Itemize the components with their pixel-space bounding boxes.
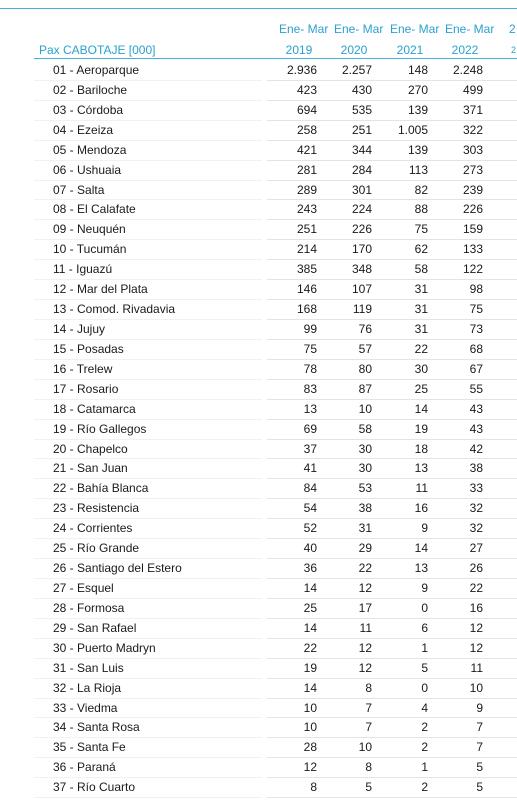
cell-value: 38 <box>358 501 372 516</box>
cell-value: 25 <box>303 600 317 615</box>
col-header-year: 2022 <box>451 43 479 57</box>
table-row <box>0 121 517 141</box>
table-row <box>0 181 517 201</box>
table-row <box>0 738 517 758</box>
cell-value: 42 <box>469 441 483 456</box>
cell-value: 168 <box>296 302 317 317</box>
cell-value: 43 <box>469 401 483 416</box>
cell-value: 133 <box>462 242 483 257</box>
airport-name: 10 - Tucumán <box>53 242 127 257</box>
cell-value: 13 <box>303 401 317 416</box>
cell-value: 19 <box>414 421 428 436</box>
table-row <box>0 519 517 539</box>
header-rule <box>34 58 517 59</box>
cell-value: 224 <box>351 202 372 217</box>
table-row <box>0 579 517 599</box>
cell-value: 371 <box>462 102 483 117</box>
airport-name: 14 - Jujuy <box>53 321 106 336</box>
cell-value: 12 <box>358 660 372 675</box>
table-row <box>0 778 517 798</box>
cell-value: 2.936 <box>286 63 317 77</box>
airport-name: 34 - Santa Rosa <box>53 720 140 735</box>
cell-value: 251 <box>351 122 372 137</box>
table-row <box>0 718 517 738</box>
airport-name: 26 - Santiago del Estero <box>53 561 182 576</box>
cell-value: 119 <box>352 302 372 317</box>
airport-name: 05 - Mendoza <box>53 142 127 157</box>
col-header-period: Ene- Mar <box>279 22 329 36</box>
cell-value: 78 <box>303 361 317 376</box>
cell-value: 139 <box>407 102 428 117</box>
cell-value: 270 <box>407 82 428 97</box>
cell-value: 12 <box>469 620 483 635</box>
cell-value: 58 <box>414 262 428 277</box>
cell-value: 12 <box>469 640 483 655</box>
table-row <box>0 141 517 161</box>
cell-value: 303 <box>462 142 483 157</box>
airport-name: 23 - Resistencia <box>53 501 140 516</box>
cell-value: 28 <box>303 740 317 755</box>
cell-value: 57 <box>358 341 372 356</box>
table-row <box>0 499 517 519</box>
cell-value: 139 <box>407 142 428 157</box>
cell-value: 87 <box>358 381 372 396</box>
cell-value: 82 <box>414 182 428 197</box>
cell-value: 31 <box>414 282 428 297</box>
cell-value: 17 <box>358 600 372 615</box>
cell-value: 83 <box>303 381 317 396</box>
table-row <box>0 758 517 778</box>
cell-value: 43 <box>469 421 483 436</box>
airport-name: 33 - Viedma <box>53 700 118 715</box>
airport-name: 36 - Paraná <box>53 760 116 775</box>
cell-value: 32 <box>469 521 483 536</box>
cell-value: 80 <box>358 361 372 376</box>
table-row <box>0 679 517 699</box>
cell-value: 75 <box>414 222 428 237</box>
airport-name: 03 - Córdoba <box>53 102 124 117</box>
cell-value: 281 <box>296 162 317 177</box>
airport-name: 25 - Río Grande <box>53 541 140 556</box>
table-row <box>0 300 517 320</box>
cell-value: 0 <box>421 680 428 695</box>
cell-value: 7 <box>365 720 372 735</box>
airport-name: 27 - Esquel <box>53 580 114 595</box>
cell-value: 11 <box>359 620 372 635</box>
cell-value: 37 <box>303 441 317 456</box>
cell-value: 5 <box>476 780 483 795</box>
table-row <box>0 220 517 240</box>
cell-value: 27 <box>469 541 483 556</box>
cell-value: 16 <box>469 600 483 615</box>
cell-value: 535 <box>351 102 372 117</box>
table-row <box>0 61 517 81</box>
cell-value: 55 <box>469 381 483 396</box>
cell-value: 8 <box>365 760 372 775</box>
cell-value: 58 <box>358 421 372 436</box>
cell-value: 31 <box>414 321 428 336</box>
table-row <box>0 559 517 579</box>
cell-value: 421 <box>296 142 317 157</box>
cell-value: 99 <box>303 321 317 336</box>
cell-value: 348 <box>351 262 372 277</box>
cell-value: 4 <box>421 700 428 715</box>
airport-name: 12 - Mar del Plata <box>53 282 148 297</box>
airport-name: 31 - San Luis <box>53 660 124 675</box>
col-header-year: 2020 <box>340 43 368 57</box>
cell-value: 0 <box>421 600 428 615</box>
cell-value: 14 <box>303 680 317 695</box>
cell-value: 14 <box>414 401 428 416</box>
cell-value: 9 <box>476 700 483 715</box>
cell-value: 12 <box>303 760 317 775</box>
cell-value: 243 <box>296 202 317 217</box>
cell-value: 10 <box>303 700 317 715</box>
cell-value: 214 <box>296 242 317 257</box>
cell-value: 170 <box>351 242 372 257</box>
table-row <box>0 260 517 280</box>
cell-value: 2 <box>421 720 428 735</box>
cell-value: 12 <box>358 580 372 595</box>
cell-value: 499 <box>462 82 483 97</box>
table-row <box>0 101 517 121</box>
cell-value: 7 <box>365 700 372 715</box>
cell-value: 13 <box>414 561 428 576</box>
table-row <box>0 479 517 499</box>
cell-value: 52 <box>303 521 317 536</box>
cell-value: 423 <box>296 82 317 97</box>
cell-value: 76 <box>358 321 372 336</box>
cell-value: 1 <box>421 760 428 775</box>
cell-value: 10 <box>469 680 483 695</box>
airport-name: 21 - San Juan <box>53 461 128 476</box>
cell-value: 10 <box>358 740 372 755</box>
cell-value: 54 <box>303 501 317 516</box>
cell-value: 62 <box>414 242 428 257</box>
cell-value: 284 <box>351 162 372 177</box>
table-row <box>0 240 517 260</box>
cell-value: 301 <box>351 182 372 197</box>
cell-value: 73 <box>469 321 483 336</box>
cell-value: 148 <box>407 63 428 77</box>
cell-value: 7 <box>476 720 483 735</box>
cell-value: 6 <box>421 620 428 635</box>
cell-value: 2 <box>421 740 428 755</box>
airport-name: 02 - Bariloche <box>53 82 128 97</box>
cell-value: 2.257 <box>341 63 372 77</box>
cell-value: 69 <box>303 421 317 436</box>
cell-value: 146 <box>296 282 317 297</box>
cell-value: 2.248 <box>452 63 483 77</box>
airport-name: 20 - Chapelco <box>53 441 128 456</box>
cell-value: 67 <box>469 361 483 376</box>
cell-value: 26 <box>469 561 483 576</box>
cell-value: 1 <box>421 640 428 655</box>
table-row <box>0 161 517 181</box>
cell-value: 122 <box>462 262 483 277</box>
cell-value: 1.005 <box>397 122 428 137</box>
cell-value: 430 <box>351 82 372 97</box>
cell-value: 16 <box>414 501 428 516</box>
cell-value: 107 <box>351 282 372 297</box>
cell-value: 226 <box>351 222 372 237</box>
cell-value: 258 <box>296 122 317 137</box>
col-header-period: Ene- Mar <box>445 22 495 36</box>
table-row <box>0 380 517 400</box>
airport-name: 06 - Ushuaia <box>53 162 122 177</box>
cell-value: 40 <box>303 541 317 556</box>
cell-value: 12 <box>358 640 372 655</box>
cell-value: 11 <box>415 481 428 496</box>
cell-value: 289 <box>296 182 317 197</box>
airport-name: 37 - Río Cuarto <box>53 780 136 795</box>
table-row <box>0 619 517 639</box>
col-header-partial: 2 <box>509 22 516 36</box>
table-row <box>0 340 517 360</box>
cell-value: 2 <box>421 780 428 795</box>
cell-value: 226 <box>462 202 483 217</box>
airport-name: 13 - Comod. Rivadavia <box>53 302 176 317</box>
col-header-partial-year: 2 <box>511 45 517 55</box>
cell-value: 11 <box>470 660 483 675</box>
cell-value: 30 <box>358 461 372 476</box>
cell-value: 159 <box>462 222 483 237</box>
cell-value: 7 <box>476 740 483 755</box>
cell-value: 251 <box>296 222 317 237</box>
cell-value: 30 <box>358 441 372 456</box>
cell-value: 18 <box>414 441 428 456</box>
cell-value: 75 <box>303 341 317 356</box>
table-row <box>0 360 517 380</box>
airport-name: 16 - Trelew <box>53 361 113 376</box>
airport-name: 35 - Santa Fe <box>53 740 126 755</box>
table-row <box>0 200 517 220</box>
cell-value: 694 <box>296 102 317 117</box>
cell-value: 88 <box>414 202 428 217</box>
cell-value: 344 <box>351 142 372 157</box>
cell-value: 30 <box>414 361 428 376</box>
cell-value: 5 <box>421 660 428 675</box>
cell-value: 5 <box>365 780 372 795</box>
airport-name: 18 - Catamarca <box>53 401 136 416</box>
airport-name: 07 - Salta <box>53 182 105 197</box>
cell-value: 31 <box>358 521 372 536</box>
table-row <box>0 639 517 659</box>
cell-value: 14 <box>414 541 428 556</box>
table-body <box>0 61 517 798</box>
table-row <box>0 459 517 479</box>
table-row <box>0 420 517 440</box>
airport-name: 30 - Puerto Madryn <box>53 640 156 655</box>
airport-name: 17 - Rosario <box>53 381 119 396</box>
cell-value: 14 <box>303 580 317 595</box>
cell-value: 14 <box>303 620 317 635</box>
table-row <box>0 440 517 460</box>
cell-value: 22 <box>358 561 372 576</box>
cell-value: 31 <box>414 302 428 317</box>
cell-value: 10 <box>303 720 317 735</box>
cell-value: 41 <box>303 461 317 476</box>
cell-value: 68 <box>469 341 483 356</box>
cell-value: 22 <box>414 341 428 356</box>
table-title: Pax CABOTAJE [000] <box>39 43 156 57</box>
col-header-year: 2021 <box>396 43 424 57</box>
cell-value: 98 <box>469 282 483 297</box>
airport-name: 24 - Corrientes <box>53 521 133 536</box>
cell-value: 75 <box>469 302 483 317</box>
cell-value: 8 <box>365 680 372 695</box>
airport-name: 29 - San Rafael <box>53 620 137 635</box>
cell-value: 29 <box>358 541 372 556</box>
cell-value: 22 <box>469 580 483 595</box>
airport-name: 15 - Posadas <box>53 341 124 356</box>
airport-name: 19 - Río Gallegos <box>53 421 147 436</box>
cell-value: 9 <box>421 521 428 536</box>
airport-name: 11 - Iguazú <box>53 262 113 277</box>
cell-value: 5 <box>476 760 483 775</box>
cell-value: 36 <box>303 561 317 576</box>
cell-value: 32 <box>469 501 483 516</box>
table-row <box>0 400 517 420</box>
cell-value: 19 <box>303 660 317 675</box>
col-header-period: Ene- Mar <box>334 22 384 36</box>
cell-value: 8 <box>310 780 317 795</box>
airport-name: 28 - Formosa <box>53 600 125 615</box>
cell-value: 38 <box>469 461 483 476</box>
table-row <box>0 539 517 559</box>
table-row <box>0 81 517 101</box>
cell-value: 273 <box>462 162 483 177</box>
cell-value: 25 <box>414 381 428 396</box>
cell-value: 33 <box>469 481 483 496</box>
cell-value: 239 <box>462 182 483 197</box>
table-row <box>0 659 517 679</box>
airport-name: 22 - Bahía Blanca <box>53 481 149 496</box>
table-row <box>0 280 517 300</box>
cell-value: 113 <box>408 162 428 177</box>
airport-name: 01 - Aeroparque <box>53 63 140 77</box>
cell-value: 53 <box>358 481 372 496</box>
cell-value: 84 <box>303 481 317 496</box>
cell-value: 9 <box>421 580 428 595</box>
cell-value: 13 <box>414 461 428 476</box>
cell-value: 322 <box>462 122 483 137</box>
table-row <box>0 320 517 340</box>
col-header-period: Ene- Mar <box>390 22 440 36</box>
table-row <box>0 699 517 719</box>
airport-name: 09 - Neuquén <box>53 222 126 237</box>
cell-value: 10 <box>358 401 372 416</box>
cell-value: 385 <box>296 262 317 277</box>
table-row <box>0 599 517 619</box>
airport-name: 04 - Ezeiza <box>53 122 114 137</box>
cell-value: 22 <box>303 640 317 655</box>
col-header-year: 2019 <box>285 43 313 57</box>
airport-name: 32 - La Rioja <box>53 680 122 695</box>
airport-name: 08 - El Calafate <box>53 202 136 217</box>
